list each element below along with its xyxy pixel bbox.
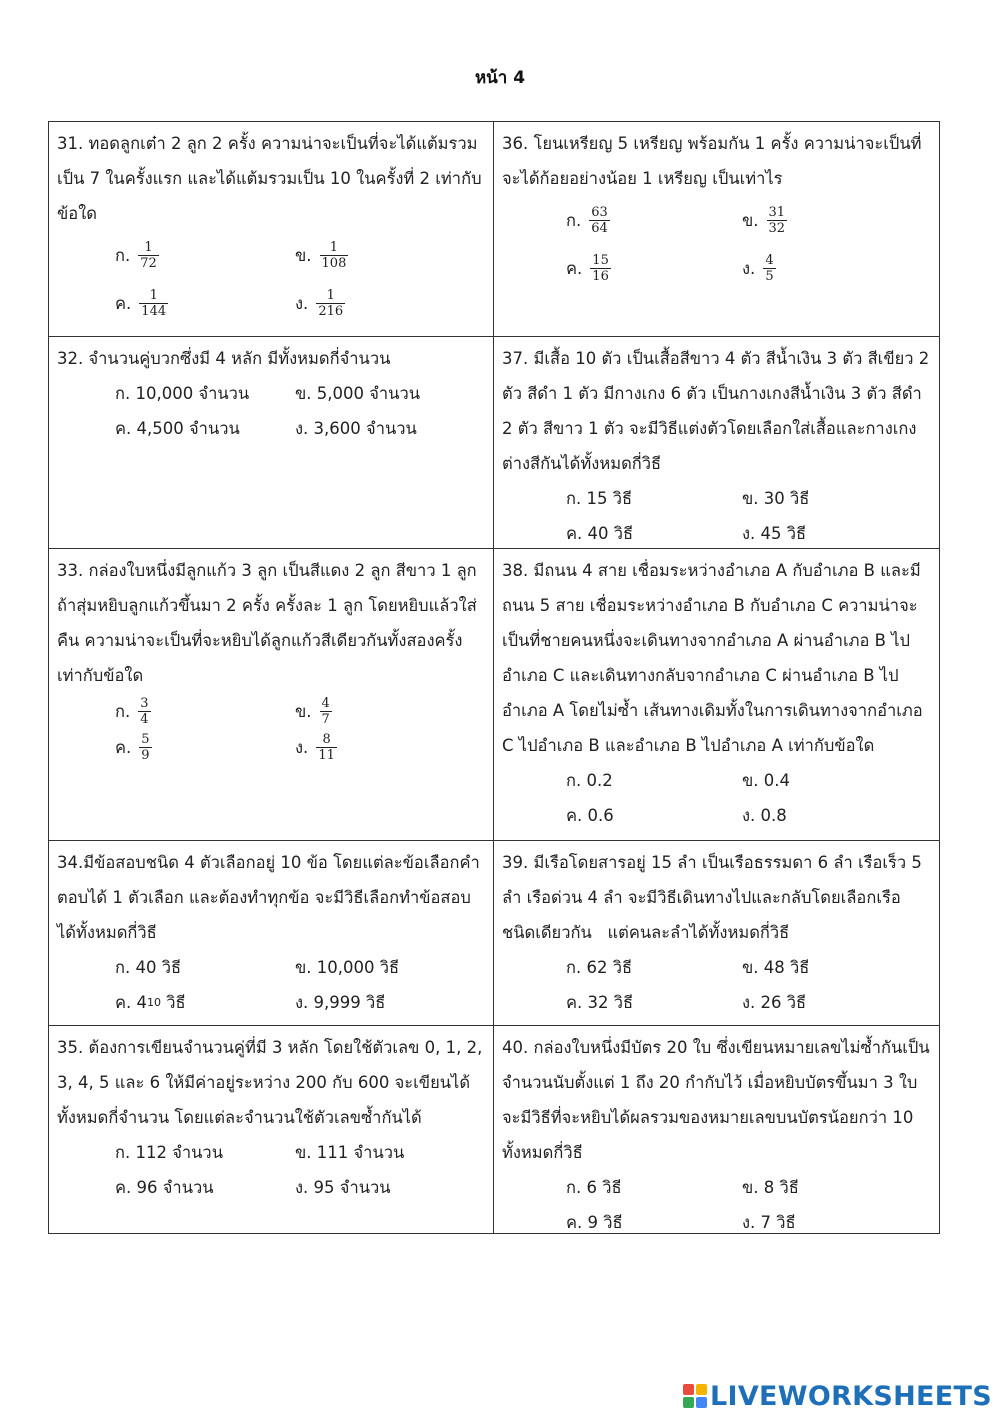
choice-list: [115, 1135, 485, 1205]
choice-c[interactable]: ค. $\frac{5}{9}$: [115, 731, 150, 763]
choice-c[interactable]: ค. 96 จำนวน: [115, 1178, 214, 1197]
choice-a[interactable]: ก. 112 จำนวน: [115, 1143, 223, 1162]
choice-list: [115, 693, 485, 765]
question-row: [49, 336, 939, 548]
choice-d[interactable]: ง. 0.8: [742, 806, 787, 825]
question-32: [49, 337, 494, 548]
choice-d[interactable]: ง. 26 วิธี: [742, 993, 807, 1012]
fraction: $\frac{1}{216}$: [318, 287, 344, 319]
fraction: $\frac{1}{72}$: [140, 239, 157, 271]
fraction: $\frac{31}{32}$: [768, 204, 786, 236]
choice-c[interactable]: ค. 32 วิธี: [566, 993, 634, 1012]
question-row: [49, 840, 939, 1025]
choice-d[interactable]: ง. 3,600 จำนวน: [295, 419, 417, 438]
choice-d[interactable]: ง. $\frac{8}{11}$: [295, 731, 335, 763]
page-title: หน้า 4: [474, 68, 526, 88]
question-grid: [48, 121, 940, 1234]
choice-b[interactable]: ข. $\frac{31}{32}$: [742, 204, 786, 236]
choice-c[interactable]: ค. $\frac{15}{16}$: [566, 252, 609, 284]
question-33: [49, 549, 494, 840]
question-39: [494, 841, 939, 1025]
choice-d[interactable]: ง. $\frac{4}{5}$: [742, 252, 774, 284]
choice-a[interactable]: ก. 62 วิธี: [566, 958, 633, 977]
choice-list: [566, 481, 931, 548]
choice-list: [566, 196, 931, 292]
choice-b[interactable]: ข. $\frac{4}{7}$: [295, 695, 330, 727]
question-text: 39. มีเรือโดยสารอยู่ 15 ลำ เป็นเรือธรรมดา 6 ลำ เรือเร็ว 5 ลำ เรือด่วน 4 ลำ จะมีวิธีเดินทางไปและกลับโดยเลือกเรือชนิดเดียวกัน แต่คนละลำได้ทั้งหมดกี่วิธี: [502, 853, 928, 942]
logo-square-blue: [696, 1397, 707, 1408]
choice-c[interactable]: ค. 0.6: [566, 806, 614, 825]
choice-b[interactable]: ข. 30 วิธี: [742, 489, 810, 508]
choice-list: [115, 376, 485, 446]
choice-b[interactable]: ข. 10,000 วิธี: [295, 958, 400, 977]
choice-b[interactable]: ข. 5,000 จำนวน: [295, 384, 421, 403]
question-34: [49, 841, 494, 1025]
liveworksheets-logo[interactable]: [683, 1379, 992, 1413]
question-31: [49, 122, 494, 336]
choice-list: [115, 231, 485, 327]
question-38: [494, 549, 939, 840]
question-text: 33. กล่องใบหนึ่งมีลูกแก้ว 3 ลูก เป็นสีแดง 2 ลูก สีขาว 1 ลูก ถ้าสุ่มหยิบลูกแก้วขึ้นมา 2 ครั้ง ครั้งละ 1 ลูก โดยหยิบแล้วใส่คืน ความน่าจะเป็นที่จะหยิบได้ลูกแก้วสีเดียวกันทั้งสองครั้งเท่ากับข้อใด: [57, 561, 477, 685]
choice-c[interactable]: ค. 4,500 จำนวน: [115, 419, 240, 438]
question-35: [49, 1026, 494, 1233]
logo-square-green: [683, 1397, 694, 1408]
question-text: 34.มีข้อสอบชนิด 4 ตัวเลือกอยู่ 10 ข้อ โดยแต่ละข้อเลือกคำตอบได้ 1 ตัวเลือก และต้องทำทุกข้อ จะมีวิธีเลือกทำข้อสอบได้ทั้งหมดกี่วิธี: [57, 853, 480, 942]
fraction: $\frac{63}{64}$: [591, 204, 608, 236]
choice-list: [566, 950, 931, 1020]
fraction: $\frac{4}{5}$: [765, 252, 774, 284]
choice-d[interactable]: ง. 7 วิธี: [742, 1213, 796, 1232]
choice-a[interactable]: ก. 10,000 จำนวน: [115, 384, 250, 403]
fraction: $\frac{1}{108}$: [321, 239, 347, 271]
logo-square-red: [683, 1384, 694, 1395]
question-text: 40. กล่องใบหนึ่งมีบัตร 20 ใบ ซึ่งเขียนหมายเลขไม่ซ้ำกันเป็นจำนวนนับตั้งแต่ 1 ถึง 20 กำกับไว้ เมื่อหยิบบัตรขึ้นมา 3 ใบ จะมีวิธีที่จะหยิบได้ผลรวมของหมายเลขบนบัตรน้อยกว่า 10 ทั้งหมดกี่วิธี: [502, 1038, 930, 1162]
choice-list: [566, 763, 931, 833]
choice-a[interactable]: ก. 15 วิธี: [566, 489, 633, 508]
question-text: 32. จำนวนคู่บวกซึ่งมี 4 หลัก มีทั้งหมดกี่จำนวน: [57, 349, 391, 368]
choice-a[interactable]: ก. 40 วิธี: [115, 958, 182, 977]
question-36: [494, 122, 939, 336]
question-row: [49, 122, 939, 336]
question-text: 31. ทอดลูกเต๋า 2 ลูก 2 ครั้ง ความน่าจะเป็นที่จะได้แต้มรวมเป็น 7 ในครั้งแรก และได้แต้มรวมเป็น 10 ในครั้งที่ 2 เท่ากับข้อใด: [57, 134, 482, 223]
choice-a[interactable]: ก. $\frac{3}{4}$: [115, 695, 149, 727]
question-text: 35. ต้องการเขียนจำนวนคู่ที่มี 3 หลัก โดยใช้ตัวเลข 0, 1, 2, 3, 4, 5 และ 6 ให้มีค่าอยู่ระหว่าง 200 กับ 600 จะเขียนได้ทั้งหมดกี่จำนวน โดยแต่ละจำนวนใช้ตัวเลขซ้ำกันได้: [57, 1038, 483, 1127]
question-text: 36. โยนเหรียญ 5 เหรียญ พร้อมกัน 1 ครั้ง ความน่าจะเป็นที่จะได้ก้อยอย่างน้อย 1 เหรียญ เป็นเท่าไร: [502, 134, 922, 188]
logo-square-yellow: [696, 1384, 707, 1395]
choice-a[interactable]: ก. 6 วิธี: [566, 1178, 622, 1197]
question-37: [494, 337, 939, 548]
choice-c[interactable]: ค. 4 10 วิธี: [115, 993, 186, 1012]
choice-d[interactable]: ง. 9,999 วิธี: [295, 993, 386, 1012]
choice-b[interactable]: ข. 111 จำนวน: [295, 1143, 405, 1162]
question-row: [49, 1025, 939, 1233]
logo-text: LIVEWORKSHEETS: [709, 1380, 992, 1412]
choice-list: [566, 1170, 931, 1233]
fraction: $\frac{8}{11}$: [318, 731, 335, 763]
choice-list: [115, 950, 485, 1020]
choice-a[interactable]: ก. 0.2: [566, 771, 613, 790]
choice-b[interactable]: ข. 48 วิธี: [742, 958, 810, 977]
fraction: $\frac{1}{144}$: [141, 287, 167, 319]
question-row: [49, 548, 939, 840]
choice-c[interactable]: ค. 9 วิธี: [566, 1213, 623, 1232]
question-text: 38. มีถนน 4 สาย เชื่อมระหว่างอำเภอ A กับอำเภอ B และมีถนน 5 สาย เชื่อมระหว่างอำเภอ B กับอำเภอ C ความน่าจะเป็นที่ชายคนหนึ่งจะเดินทางจากอำเภอ A ผ่านอำเภอ B ไปอำเภอ C และเดินทางกลับจากอำเภอ C ผ่านอำเภอ B ไปอำเภอ A โดยไม่ซ้ำ เส้นทางเดิมทั้งในการเดินทางจากอำเภอ C ไปอำเภอ B และอำเภอ B ไปอำเภอ A เท่ากับข้อใด: [502, 561, 923, 755]
choice-c[interactable]: ค. $\frac{1}{144}$: [115, 287, 167, 319]
fraction: $\frac{5}{9}$: [141, 731, 150, 763]
choice-d[interactable]: ง. $\frac{1}{216}$: [295, 287, 344, 319]
fraction: $\frac{3}{4}$: [140, 695, 149, 727]
question-text: 37. มีเสื้อ 10 ตัว เป็นเสื้อสีขาว 4 ตัว สีน้ำเงิน 3 ตัว สีเขียว 2 ตัว สีดำ 1 ตัว มีกางเกง 6 ตัว เป็นกางเกงสีน้ำเงิน 3 ตัว สีดำ 2 ตัว สีขาว 1 ตัว จะมีวิธีแต่งตัวโดยเลือกใส่เสื้อและกางเกงต่างสีกันได้ทั้งหมดกี่วิธี: [502, 349, 930, 473]
fraction: $\frac{15}{16}$: [592, 252, 609, 284]
choice-d[interactable]: ง. 45 วิธี: [742, 524, 807, 543]
choice-d[interactable]: ง. 95 จำนวน: [295, 1178, 391, 1197]
choice-b[interactable]: ข. 0.4: [742, 771, 791, 790]
question-40: [494, 1026, 939, 1233]
choice-b[interactable]: ข. $\frac{1}{108}$: [295, 239, 347, 271]
choice-a[interactable]: ก. $\frac{1}{72}$: [115, 239, 157, 271]
choice-c[interactable]: ค. 40 วิธี: [566, 524, 634, 543]
choice-a[interactable]: ก. $\frac{63}{64}$: [566, 204, 608, 236]
logo-mark-icon: [683, 1384, 707, 1408]
choice-b[interactable]: ข. 8 วิธี: [742, 1178, 799, 1197]
fraction: $\frac{4}{7}$: [321, 695, 330, 727]
